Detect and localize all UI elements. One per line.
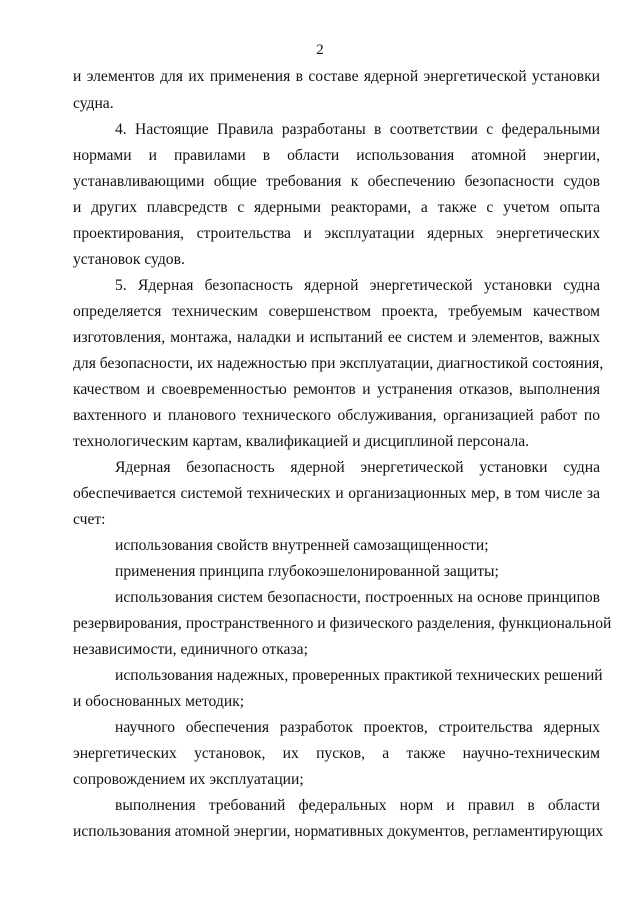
page-number: 2 (316, 42, 324, 58)
text-line: проектирования, строительства и эксплуатации ядерных энергетических (73, 225, 600, 242)
text-line: энергетических установок, их пусков, а также научно-техническим (73, 745, 600, 762)
paragraph-4-start: 4. Настоящие Правила разработаны в соответствии с федеральными (115, 121, 600, 138)
text-line: резервирования, пространственного и физического разделения, функциональной (73, 615, 612, 632)
paragraph-start: Ядерная безопасность ядерной энергетической установки судна (115, 459, 600, 476)
list-item: выполнения требований федеральных норм и правил в области (115, 797, 600, 814)
text-line: счет: (73, 511, 106, 528)
text-line: и обоснованных методик; (73, 693, 245, 710)
text-line: и других плавсредств с ядерными реакторами, а также с учетом опыта (73, 199, 600, 216)
text-line: технологическим картам, квалификацией и дисциплиной персонала. (73, 433, 530, 450)
list-item: использования свойств внутренней самозащищенности; (115, 537, 489, 554)
text-line: нормами и правилами в области использования атомной энергии, (73, 147, 600, 164)
text-line: и элементов для их применения в составе ядерной энергетической установки (73, 68, 600, 85)
list-item: научного обеспечения разработок проектов, строительства ядерных (115, 719, 600, 736)
text-line: судна. (73, 95, 114, 112)
text-line: изготовления, монтажа, наладки и испытаний ее систем и элементов, важных (73, 329, 600, 346)
paragraph-5-start: 5. Ядерная безопасность ядерной энергетической установки судна (115, 277, 600, 294)
text-line: установок судов. (73, 251, 185, 268)
text-line: для безопасности, их надежностью при эксплуатации, диагностикой состояния, (73, 355, 604, 372)
text-line: использования атомной энергии, нормативных документов, регламентирующих (73, 823, 604, 840)
text-line: устанавливающими общие требования к обеспечению безопасности судов (73, 173, 600, 190)
text-line: обеспечивается системой технических и организационных мер, в том числе за (73, 485, 600, 502)
text-line: качеством и своевременностью ремонтов и устранения отказов, выполнения (73, 381, 600, 398)
text-line: сопровождением их эксплуатации; (73, 771, 304, 788)
text-line: независимости, единичного отказа; (73, 641, 308, 658)
list-item: применения принципа глубокоэшелонированной защиты; (115, 563, 499, 580)
list-item: использования надежных, проверенных практикой технических решений (115, 667, 603, 684)
text-line: определяется техническим совершенством проекта, требуемым качеством (73, 303, 600, 320)
text-line: вахтенного и планового технического обслуживания, организацией работ по (73, 407, 600, 424)
list-item: использования систем безопасности, построенных на основе принципов (115, 589, 600, 606)
